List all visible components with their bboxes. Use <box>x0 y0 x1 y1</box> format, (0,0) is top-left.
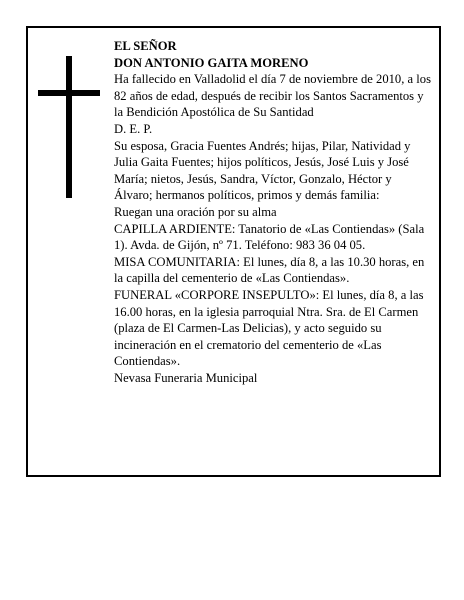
deceased-name: DON ANTONIO GAITA MORENO <box>114 55 309 70</box>
mass-info: MISA COMUNITARIA: El lunes, día 8, a las 10.30 horas, en la capilla del cementerio de «Las Contiendas». <box>114 254 425 286</box>
prayer-request: Ruegan una oración por su alma <box>114 204 277 219</box>
family-list: Su esposa, Gracia Fuentes Andrés; hijas, Pilar, Natividad y Julia Gaita Fuentes; hijos políticos, Jesús, José Luis y José María; nietos, Jesús, Sandra, Víctor, Gonzalo, Héctor y Álvaro; hermanos políticos, primos y demás familia: <box>114 138 411 203</box>
chapel-info: CAPILLA ARDIENTE: Tanatorio de «Las Contiendas» (Sala 1). Avda. de Gijón, nº 71. Teléfono: 983 36 04 05. <box>114 221 425 253</box>
notice-title: EL SEÑOR <box>114 39 177 53</box>
rip-text: D. E. P. <box>114 121 153 136</box>
death-announcement: Ha fallecido en Valladolid el día 7 de noviembre de 2010, a los 82 años de edad, después de recibir los Santos Sacramentos y la Bendición Apostólica de Su Santidad <box>114 72 431 120</box>
funeral-home: Nevasa Funeraria Municipal <box>114 370 258 385</box>
funeral-info: FUNERAL «CORPORE INSEPULTO»: El lunes, día 8, a las 16.00 horas, en la iglesia parroquial Ntra. Sra. de El Carmen (plaza de El Carmen-Las Delicias), y acto seguido su incineración en el crematorio del cementerio de «Las Contiendas». <box>114 287 424 369</box>
cross-vertical-bar <box>66 56 72 198</box>
cross-horizontal-bar <box>38 90 100 96</box>
obituary-notice <box>26 26 441 477</box>
cross-icon <box>38 56 100 198</box>
notice-body <box>114 38 432 386</box>
